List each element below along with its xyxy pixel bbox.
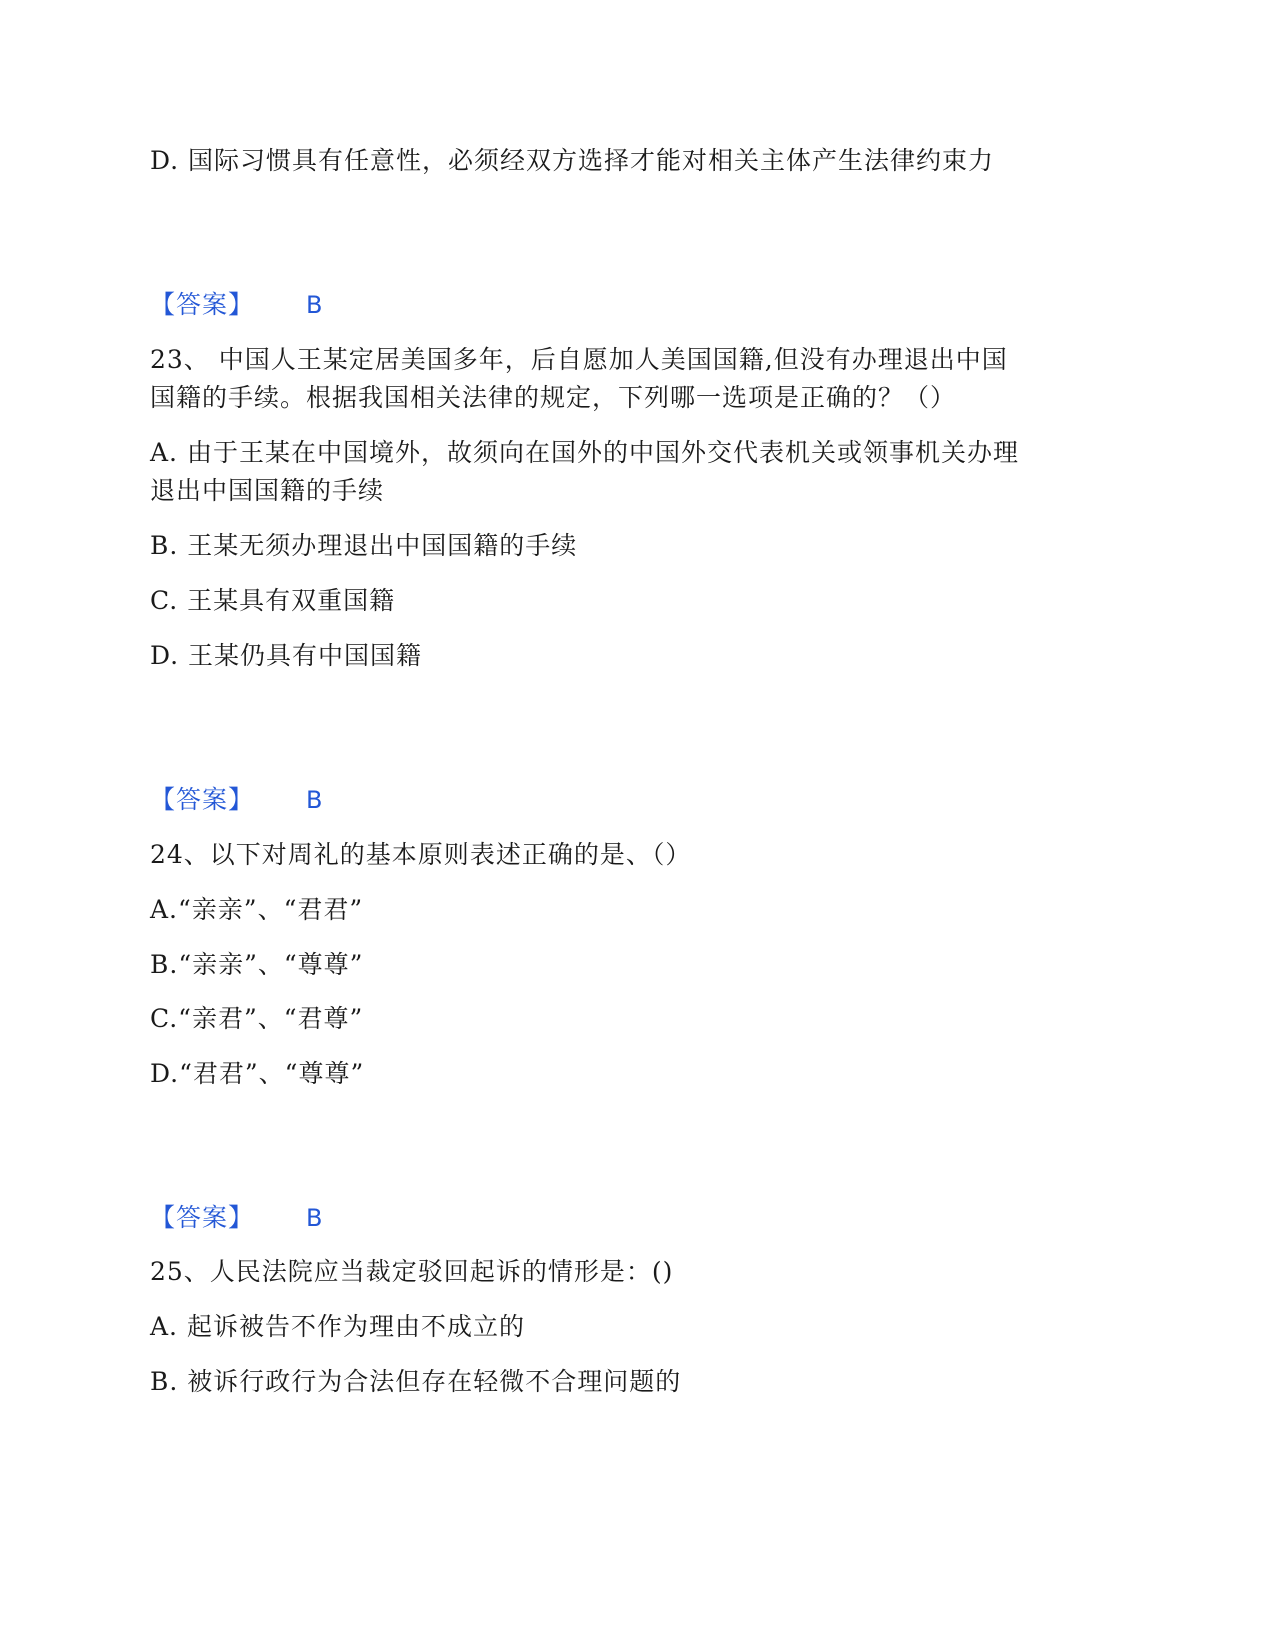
prev-option-d: D. 国际习惯具有任意性，必须经双方选择才能对相关主体产生法律约束力 (150, 146, 995, 175)
q23-option-b: B. 王某无须办理退出中国国籍的手续 (150, 531, 578, 560)
q23-option-a-line1: A. 由于王某在中国境外，故须向在国外的中国外交代表机关或领事机关办理 (150, 438, 1019, 467)
answer-value: B (306, 1204, 324, 1232)
answer-label: 【答案】 (150, 290, 255, 319)
q25-option-b: B. 被诉行政行为合法但存在轻微不合理问题的 (150, 1367, 682, 1396)
q23-stem-line2: 国籍的手续。根据我国相关法律的规定，下列哪一选项是正确的？（） (150, 383, 957, 412)
answer-value: B (306, 291, 324, 319)
q24-option-b: B.“亲亲”、“尊尊” (150, 950, 364, 979)
q23-stem-line1: 23、 中国人王某定居美国多年，后自愿加人美国国籍,但没有办理退出中国 (150, 345, 1008, 374)
q23-option-a-line2: 退出中国国籍的手续 (150, 476, 385, 505)
answer-row-23 (150, 781, 323, 819)
q23-option-c: C. 王某具有双重国籍 (150, 586, 396, 615)
answer-label: 【答案】 (150, 1203, 255, 1232)
answer-value: B (306, 786, 324, 814)
q24-option-c: C.“亲君”、“君尊” (150, 1004, 364, 1033)
q23-option-d: D. 王某仍具有中国国籍 (150, 641, 423, 670)
q25-option-a: A. 起诉被告不作为理由不成立的 (150, 1312, 525, 1341)
answer-label: 【答案】 (150, 785, 255, 814)
q24-option-d: D.“君君”、“尊尊” (150, 1059, 365, 1088)
q24-option-a: A.“亲亲”、“君君” (150, 895, 364, 924)
q24-stem: 24、以下对周礼的基本原则表述正确的是、（） (150, 840, 692, 869)
answer-row-24 (150, 1199, 323, 1237)
answer-row-22 (150, 286, 323, 324)
q25-stem: 25、人民法院应当裁定驳回起诉的情形是：() (150, 1257, 674, 1286)
